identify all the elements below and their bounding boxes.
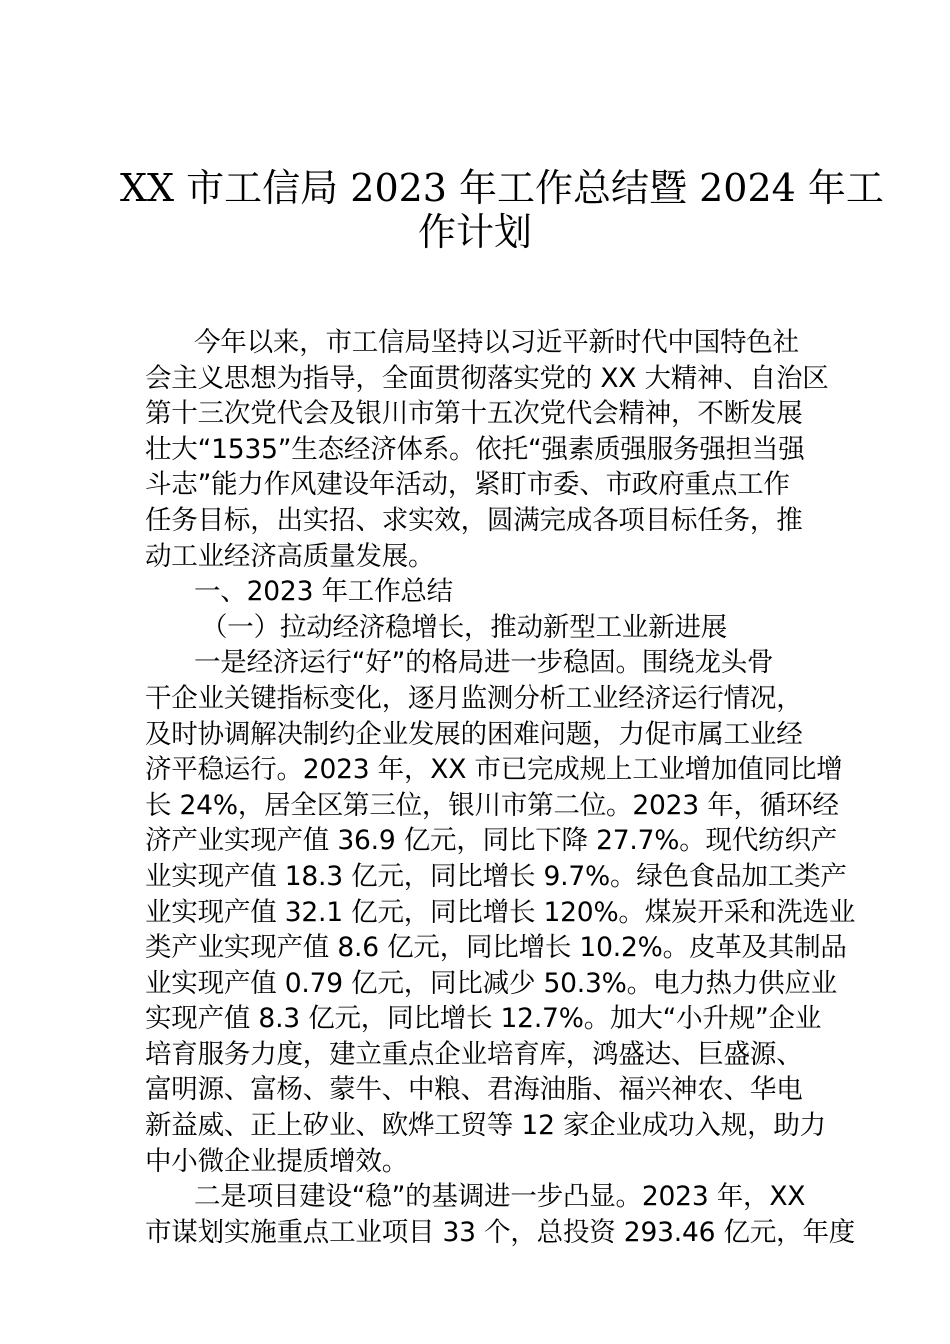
paragraph-line: 培育服务力度，建立重点企业培育库，鸿盛达、巨盛源、 bbox=[145, 1038, 803, 1070]
paragraph-line: 会主义思想为指导，全面贯彻落实党的 XX 大精神、自治区 bbox=[145, 362, 829, 394]
paragraph-line: 业实现产值 18.3 亿元，同比增长 9.7%。绿色食品加工类产 bbox=[145, 860, 847, 892]
paragraph-line: 济平稳运行。2023 年，XX 市已完成规上工业增加值同比增 bbox=[145, 754, 843, 786]
paragraph-line: 斗志”能力作风建设年活动，紧盯市委、市政府重点工作 bbox=[145, 469, 790, 501]
paragraph-line: 一是经济运行“好”的格局进一步稳固。围绕龙头骨 bbox=[194, 647, 774, 679]
paragraph-line: 任务目标，出实招、求实效，圆满完成各项目标任务，推 bbox=[145, 504, 803, 536]
paragraph-line: 今年以来，市工信局坚持以习近平新时代中国特色社 bbox=[194, 327, 799, 358]
paragraph-line: 壮大“1535”生态经济体系。依托“强素质强服务强担当强 bbox=[145, 433, 805, 465]
paragraph-line: 新益威、正上矽业、欧烨工贸等 12 家企业成功入规，助力 bbox=[145, 1110, 826, 1142]
subsection-heading: （一）拉动经济稳增长，推动新型工业新进展 bbox=[201, 611, 727, 643]
paragraph-line: 长 24%，居全区第三位，银川市第二位。2023 年，循环经 bbox=[145, 789, 839, 821]
paragraph-line: 市谋划实施重点工业项目 33 个，总投资 293.46 亿元，年度 bbox=[145, 1216, 856, 1248]
section-heading: 一、2023 年工作总结 bbox=[194, 576, 453, 608]
paragraph-line: 及时协调解决制约企业发展的困难问题，力促市属工业经 bbox=[145, 718, 803, 750]
paragraph-line: 实现产值 8.3 亿元，同比增长 12.7%。加大“小升规”企业 bbox=[145, 1003, 822, 1035]
paragraph-line: 中小微企业提质增效。 bbox=[145, 1145, 408, 1177]
paragraph-line: 二是项目建设“稳”的基调进一步凸显。2023 年，XX bbox=[194, 1181, 806, 1213]
paragraph-line: 富明源、富杨、蒙牛、中粮、君海油脂、福兴神农、华电 bbox=[145, 1074, 803, 1106]
paragraph-line: 业实现产值 0.79 亿元，同比减少 50.3%。电力热力供应业 bbox=[145, 967, 838, 999]
paragraph-line: 动工业经济高质量发展。 bbox=[145, 540, 435, 572]
document-title-line-2: 作计划 bbox=[417, 210, 532, 254]
paragraph-line: 类产业实现产值 8.6 亿元，同比增长 10.2%。皮革及其制品 bbox=[145, 932, 847, 964]
document-body bbox=[145, 325, 856, 1250]
paragraph-line: 干企业关键指标变化，逐月监测分析工业经济运行情况， bbox=[145, 682, 803, 714]
paragraph-line: 业实现产值 32.1 亿元，同比增长 120%。煤炭开采和洗选业 bbox=[145, 896, 856, 928]
document-title-line-1: XX 市工信局 2023 年工作总结暨 2024 年工 bbox=[120, 166, 884, 210]
paragraph-line: 第十三次党代会及银川市第十五次党代会精神，不断发展 bbox=[145, 398, 803, 430]
paragraph-line: 济产业实现产值 36.9 亿元，同比下降 27.7%。现代纺织产 bbox=[145, 825, 838, 857]
